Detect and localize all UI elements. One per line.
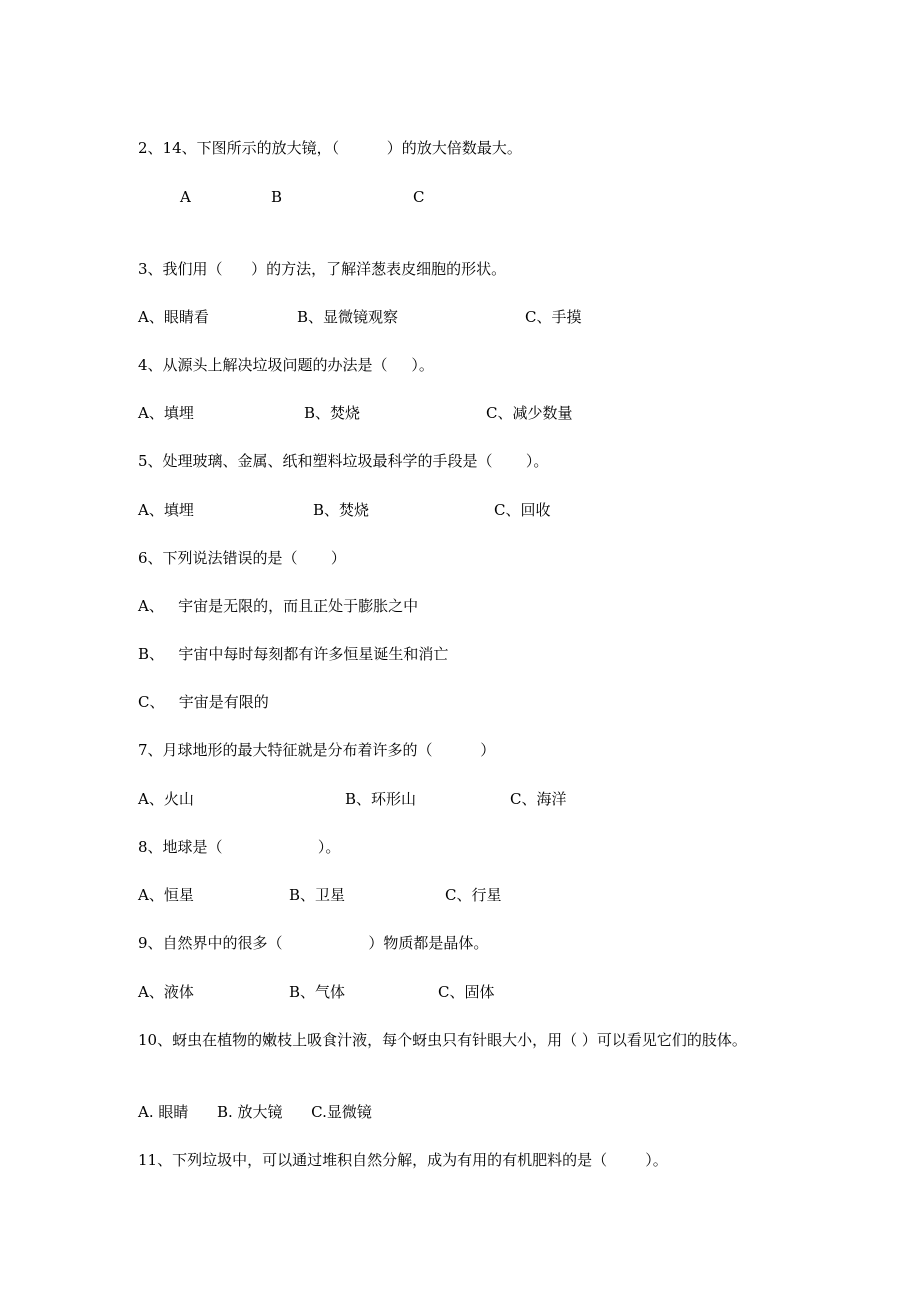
question-3-option-b: B、显微镜观察: [297, 308, 399, 326]
question-8-option-c: C、行星: [445, 886, 502, 904]
question-2-option-b: B: [271, 188, 283, 206]
question-4-option-c: C、减少数量: [486, 404, 573, 422]
question-4-option-a: A、填埋: [138, 404, 194, 422]
question-6-stem: 6、下列说法错误的是（ ）: [138, 549, 346, 567]
question-6-option-c: C、 宇宙是有限的: [138, 693, 269, 711]
question-7-option-a: A、火山: [138, 790, 194, 808]
question-4-stem: 4、从源头上解决垃圾问题的办法是（ ）。: [138, 356, 434, 374]
question-9-stem: 9、自然界中的很多（ ）物质都是晶体。: [138, 934, 489, 952]
question-8-option-b: B、卫星: [289, 886, 346, 904]
question-2-stem: 2、14、下图所示的放大镜，（ ）的放大倍数最大。: [138, 139, 522, 157]
question-2-option-a: A: [180, 188, 191, 206]
question-5-option-b: B、焚烧: [313, 501, 370, 519]
question-9-option-c: C、固体: [438, 983, 495, 1001]
question-7-option-b: B、环形山: [345, 790, 417, 808]
question-6-option-a: A、 宇宙是无限的，而且正处于膨胀之中: [138, 597, 419, 615]
question-9-option-b: B、气体: [289, 983, 346, 1001]
question-2-option-c: C: [413, 188, 425, 206]
question-7-option-c: C、海洋: [510, 790, 567, 808]
question-8-stem: 8、地球是（ ）。: [138, 838, 341, 856]
question-9-option-a: A、液体: [138, 983, 194, 1001]
question-5-option-a: A、填埋: [138, 501, 194, 519]
question-4-option-b: B、焚烧: [304, 404, 361, 422]
question-10-options: A. 眼睛 B. 放大镜 C.显微镜: [138, 1103, 372, 1121]
question-3-stem: 3、我们用（ ）的方法，了解洋葱表皮细胞的形状。: [138, 260, 507, 278]
question-5-stem: 5、处理玻璃、金属、纸和塑料垃圾最科学的手段是（ ）。: [138, 452, 549, 470]
question-8-option-a: A、恒星: [138, 886, 194, 904]
question-11-stem: 11、下列垃圾中，可以通过堆积自然分解，成为有用的有机肥料的是（ ）。: [138, 1151, 668, 1169]
question-3-option-c: C、手摸: [525, 308, 582, 326]
question-3-option-a: A、眼睛看: [138, 308, 209, 326]
question-7-stem: 7、月球地形的最大特征就是分布着许多的（ ）: [138, 741, 496, 759]
question-6-option-b: B、 宇宙中每时每刻都有许多恒星诞生和消亡: [138, 645, 449, 663]
question-5-option-c: C、回收: [494, 501, 551, 519]
question-10-stem: 10、蚜虫在植物的嫩枝上吸食汁液，每个蚜虫只有针眼大小，用（ ）可以看见它们的肢体。: [138, 1031, 747, 1049]
